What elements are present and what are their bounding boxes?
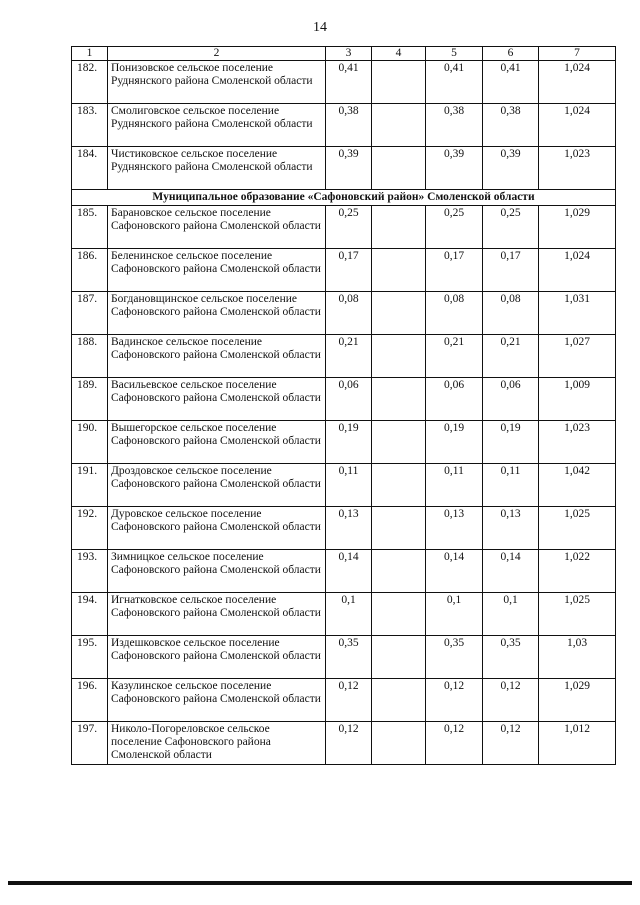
header-cell: 7 bbox=[539, 47, 616, 61]
table-row bbox=[72, 679, 616, 722]
header-cell: 5 bbox=[426, 47, 483, 61]
value-col-7: 1,042 bbox=[539, 464, 616, 507]
value-col-4 bbox=[372, 722, 426, 765]
value-col-6: 0,25 bbox=[483, 206, 539, 249]
table-row bbox=[72, 722, 616, 765]
value-col-3: 0,41 bbox=[326, 61, 372, 104]
value-col-5: 0,39 bbox=[426, 147, 483, 190]
value-col-4 bbox=[372, 507, 426, 550]
value-col-7: 1,025 bbox=[539, 507, 616, 550]
value-col-5: 0,1 bbox=[426, 593, 483, 636]
value-col-4 bbox=[372, 249, 426, 292]
value-col-5: 0,12 bbox=[426, 679, 483, 722]
value-col-5: 0,12 bbox=[426, 722, 483, 765]
value-col-5: 0,41 bbox=[426, 61, 483, 104]
value-col-3: 0,12 bbox=[326, 679, 372, 722]
table-row bbox=[72, 464, 616, 507]
settlement-name: Зимницкое сельское поселение Сафоновского района Смоленской области bbox=[108, 550, 326, 593]
table-row bbox=[72, 104, 616, 147]
value-col-7: 1,025 bbox=[539, 593, 616, 636]
settlement-name: Богдановщинское сельское поселение Сафоновского района Смоленской области bbox=[108, 292, 326, 335]
value-col-5: 0,35 bbox=[426, 636, 483, 679]
value-col-6: 0,41 bbox=[483, 61, 539, 104]
value-col-6: 0,11 bbox=[483, 464, 539, 507]
table-row bbox=[72, 593, 616, 636]
row-number: 196. bbox=[72, 679, 108, 722]
row-number: 189. bbox=[72, 378, 108, 421]
settlement-name: Николо-Погореловское сельское поселение Сафоновского района Смоленской области bbox=[108, 722, 326, 765]
value-col-5: 0,21 bbox=[426, 335, 483, 378]
value-col-7: 1,029 bbox=[539, 679, 616, 722]
value-col-6: 0,1 bbox=[483, 593, 539, 636]
value-col-5: 0,13 bbox=[426, 507, 483, 550]
table-row bbox=[72, 421, 616, 464]
value-col-5: 0,19 bbox=[426, 421, 483, 464]
value-col-6: 0,12 bbox=[483, 679, 539, 722]
table-header-row bbox=[72, 47, 616, 61]
value-col-3: 0,19 bbox=[326, 421, 372, 464]
value-col-3: 0,21 bbox=[326, 335, 372, 378]
value-col-6: 0,35 bbox=[483, 636, 539, 679]
settlement-name: Казулинское сельское поселение Сафоновского района Смоленской области bbox=[108, 679, 326, 722]
table-row bbox=[72, 249, 616, 292]
settlement-name: Дуровское сельское поселение Сафоновского района Смоленской области bbox=[108, 507, 326, 550]
row-number: 194. bbox=[72, 593, 108, 636]
value-col-4 bbox=[372, 679, 426, 722]
settlement-name: Вышегорское сельское поселение Сафоновского района Смоленской области bbox=[108, 421, 326, 464]
value-col-6: 0,08 bbox=[483, 292, 539, 335]
table-row bbox=[72, 507, 616, 550]
value-col-4 bbox=[372, 593, 426, 636]
value-col-3: 0,06 bbox=[326, 378, 372, 421]
settlement-name: Вадинское сельское поселение Сафоновского района Смоленской области bbox=[108, 335, 326, 378]
value-col-6: 0,14 bbox=[483, 550, 539, 593]
row-number: 187. bbox=[72, 292, 108, 335]
value-col-4 bbox=[372, 335, 426, 378]
table-row bbox=[72, 335, 616, 378]
value-col-5: 0,06 bbox=[426, 378, 483, 421]
value-col-4 bbox=[372, 292, 426, 335]
table-row bbox=[72, 147, 616, 190]
row-number: 188. bbox=[72, 335, 108, 378]
value-col-7: 1,024 bbox=[539, 249, 616, 292]
table-row bbox=[72, 292, 616, 335]
settlement-name: Смолиговское сельское поселение Руднянского района Смоленской области bbox=[108, 104, 326, 147]
settlement-name: Издешковское сельское поселение Сафоновского района Смоленской области bbox=[108, 636, 326, 679]
value-col-3: 0,35 bbox=[326, 636, 372, 679]
settlement-name: Игнатковское сельское поселение Сафоновского района Смоленской области bbox=[108, 593, 326, 636]
table-row bbox=[72, 636, 616, 679]
header-cell: 6 bbox=[483, 47, 539, 61]
row-number: 182. bbox=[72, 61, 108, 104]
value-col-4 bbox=[372, 421, 426, 464]
value-col-6: 0,13 bbox=[483, 507, 539, 550]
row-number: 186. bbox=[72, 249, 108, 292]
value-col-7: 1,012 bbox=[539, 722, 616, 765]
table-row bbox=[72, 61, 616, 104]
row-number: 183. bbox=[72, 104, 108, 147]
value-col-7: 1,03 bbox=[539, 636, 616, 679]
value-col-3: 0,12 bbox=[326, 722, 372, 765]
value-col-6: 0,39 bbox=[483, 147, 539, 190]
header-cell: 4 bbox=[372, 47, 426, 61]
value-col-7: 1,023 bbox=[539, 421, 616, 464]
value-col-5: 0,11 bbox=[426, 464, 483, 507]
row-number: 191. bbox=[72, 464, 108, 507]
value-col-6: 0,12 bbox=[483, 722, 539, 765]
value-col-4 bbox=[372, 206, 426, 249]
value-col-3: 0,17 bbox=[326, 249, 372, 292]
section-header-row bbox=[72, 190, 616, 206]
value-col-6: 0,21 bbox=[483, 335, 539, 378]
value-col-3: 0,1 bbox=[326, 593, 372, 636]
row-number: 184. bbox=[72, 147, 108, 190]
table-row bbox=[72, 550, 616, 593]
value-col-7: 1,022 bbox=[539, 550, 616, 593]
value-col-5: 0,17 bbox=[426, 249, 483, 292]
table-row bbox=[72, 206, 616, 249]
value-col-3: 0,38 bbox=[326, 104, 372, 147]
header-cell: 2 bbox=[108, 47, 326, 61]
value-col-4 bbox=[372, 550, 426, 593]
settlement-name: Беленинское сельское поселение Сафоновского района Смоленской области bbox=[108, 249, 326, 292]
value-col-3: 0,13 bbox=[326, 507, 372, 550]
row-number: 192. bbox=[72, 507, 108, 550]
value-col-4 bbox=[372, 636, 426, 679]
value-col-6: 0,19 bbox=[483, 421, 539, 464]
row-number: 193. bbox=[72, 550, 108, 593]
value-col-3: 0,25 bbox=[326, 206, 372, 249]
value-col-4 bbox=[372, 464, 426, 507]
value-col-5: 0,14 bbox=[426, 550, 483, 593]
header-cell: 3 bbox=[326, 47, 372, 61]
value-col-3: 0,11 bbox=[326, 464, 372, 507]
value-col-5: 0,08 bbox=[426, 292, 483, 335]
table-row bbox=[72, 378, 616, 421]
row-number: 190. bbox=[72, 421, 108, 464]
value-col-4 bbox=[372, 378, 426, 421]
settlement-name: Дроздовское сельское поселение Сафоновского района Смоленской области bbox=[108, 464, 326, 507]
header-cell: 1 bbox=[72, 47, 108, 61]
value-col-4 bbox=[372, 61, 426, 104]
value-col-7: 1,024 bbox=[539, 61, 616, 104]
value-col-4 bbox=[372, 104, 426, 147]
value-col-7: 1,009 bbox=[539, 378, 616, 421]
value-col-3: 0,14 bbox=[326, 550, 372, 593]
settlement-name: Понизовское сельское поселение Руднянского района Смоленской области bbox=[108, 61, 326, 104]
value-col-7: 1,029 bbox=[539, 206, 616, 249]
section-title: Муниципальное образование «Сафоновский район» Смоленской области bbox=[72, 190, 616, 206]
value-col-3: 0,39 bbox=[326, 147, 372, 190]
row-number: 197. bbox=[72, 722, 108, 765]
settlement-name: Васильевское сельское поселение Сафоновского района Смоленской области bbox=[108, 378, 326, 421]
value-col-7: 1,024 bbox=[539, 104, 616, 147]
value-col-3: 0,08 bbox=[326, 292, 372, 335]
row-number: 195. bbox=[72, 636, 108, 679]
row-number: 185. bbox=[72, 206, 108, 249]
settlement-name: Барановское сельское поселение Сафоновского района Смоленской области bbox=[108, 206, 326, 249]
value-col-7: 1,023 bbox=[539, 147, 616, 190]
value-col-7: 1,031 bbox=[539, 292, 616, 335]
value-col-6: 0,38 bbox=[483, 104, 539, 147]
data-table bbox=[71, 46, 616, 765]
value-col-6: 0,17 bbox=[483, 249, 539, 292]
bottom-rule bbox=[8, 881, 632, 885]
value-col-7: 1,027 bbox=[539, 335, 616, 378]
value-col-5: 0,38 bbox=[426, 104, 483, 147]
value-col-4 bbox=[372, 147, 426, 190]
page-number: 14 bbox=[313, 20, 327, 35]
value-col-5: 0,25 bbox=[426, 206, 483, 249]
settlement-name: Чистиковское сельское поселение Руднянского района Смоленской области bbox=[108, 147, 326, 190]
value-col-6: 0,06 bbox=[483, 378, 539, 421]
